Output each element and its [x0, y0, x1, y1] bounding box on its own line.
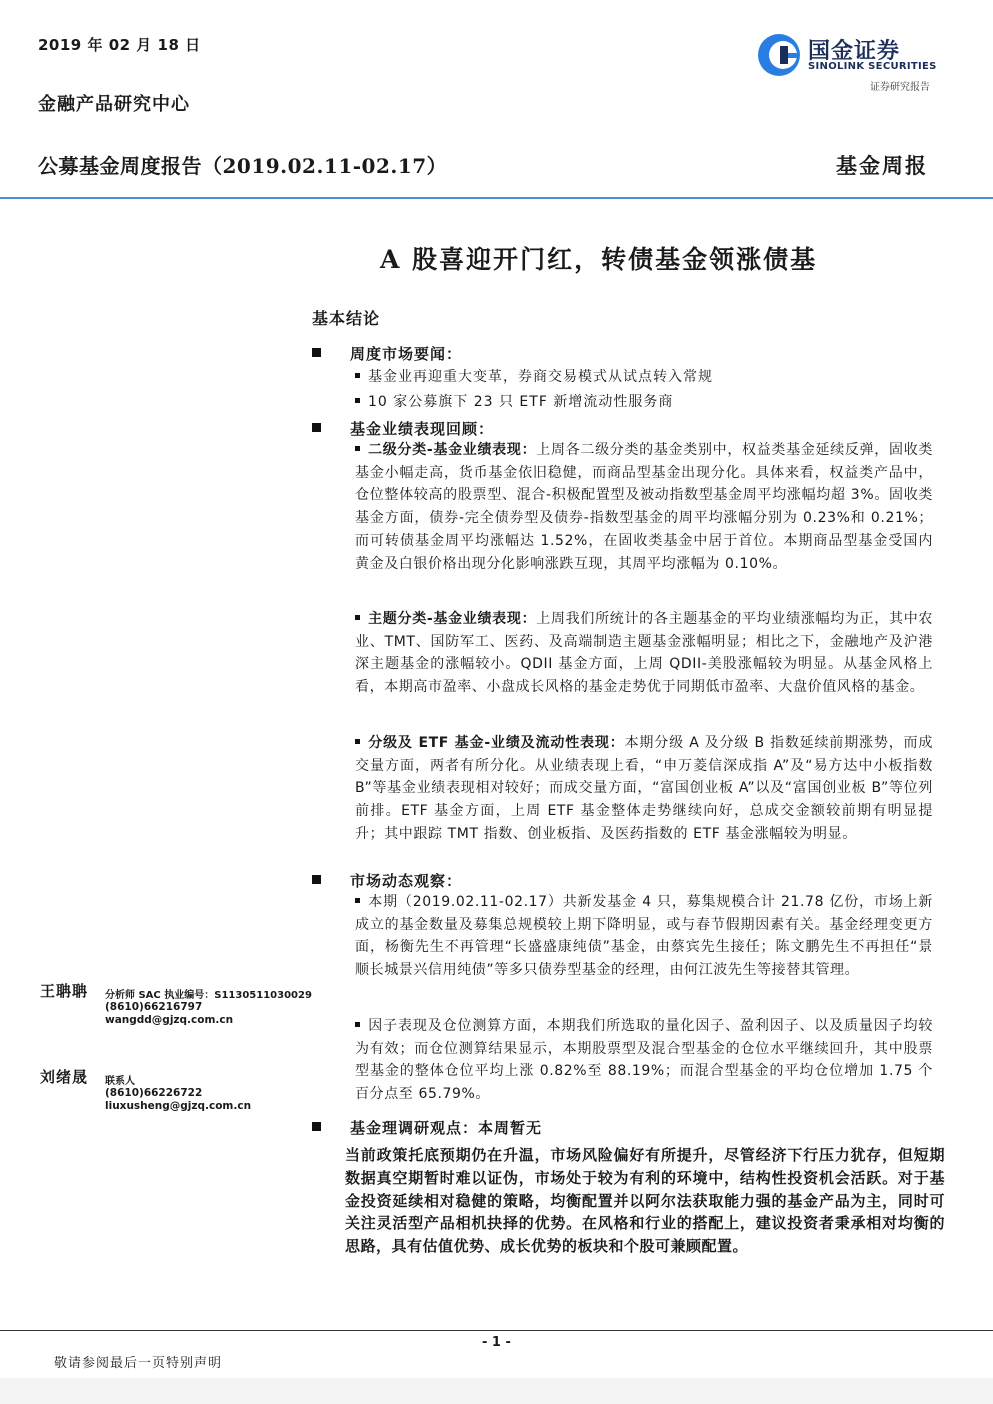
- performance-title: 基金业绩表现回顾：: [350, 420, 495, 438]
- page-number: - 1 -: [482, 1335, 511, 1350]
- bullet-icon: [355, 898, 360, 903]
- bullet-icon: [355, 739, 360, 744]
- paragraph-text: 本期分级 A 及分级 B 指数延续前期涨势，而成交量方面，两者有所分化。从业绩表现上看，“申万菱信深成指 A”及“易方达中小板指数 B”等基金业绩表现相对较好；而成交量方面，“富国创业板 A”以及“富国创业板 B”等位列前排。ETF 基金方面，上周 ETF 基金整体走势继续向好，总成交金额较前期有明显提升；其中跟踪 TMT 指数、创业板指、及医药指数的 ETF 基金涨幅较为明显。: [355, 735, 933, 842]
- paragraph-text: 上周我们所统计的各主题基金的平均业绩涨幅均为正，其中农业、TMT、国防军工、医药、及高端制造主题基金涨幅明显；相比之下，金融地产及沪港深主题基金的涨幅较小。QDII 基金方面，上周 QDII-美股涨幅较为明显。从基金风格上看，本期高市盈率、小盘成长风格的基金走势优于同期低市盈率、大盘价值风格的基金。: [355, 611, 934, 696]
- paragraph-lead: 分级及 ETF 基金-业绩及流动性表现：: [368, 735, 625, 751]
- performance-paragraph-3: [355, 732, 933, 846]
- bullet-square-icon: [312, 1122, 321, 1131]
- list-item: [355, 366, 713, 386]
- logo-emblem-icon: [756, 32, 802, 78]
- logo-text-cn: 国金证券: [808, 39, 901, 64]
- report-date: 2019 年 02 月 18 日: [38, 36, 201, 54]
- bullet-icon: [355, 373, 360, 378]
- author-role: 分析师 SAC 执业编号：S1130511030029: [105, 990, 312, 1001]
- footer-divider: [0, 1330, 993, 1331]
- bullet-icon: [355, 398, 360, 403]
- conclusion-paragraph: 当前政策托底预期仍在升温，市场风险偏好有所提升，尽管经济下行压力犹存，但短期数据真空期暂时难以证伪，市场处于较为有利的环境中，结构性投资机会活跃。对于基金投资延续相对稳健的策略，均衡配置并以阿尔法获取能力强的基金产品为主，同时可关注灵活型产品相机抉择的优势。在风格和行业的搭配上，建议投资者秉承相对均衡的思路，具有估值优势、成长优势的板块和个股可兼顾配置。: [345, 1146, 945, 1256]
- performance-paragraph-1: [355, 439, 933, 575]
- paragraph-text: 本期（2019.02.11-02.17）共新发基金 4 只，募集规模合计 21.78 亿份，市场上新成立的基金数量及募集总规模较上期下降明显，或与春节假期因素有关。基金经理变更方面，杨衡先生不再管理“长盛盛康纯债”基金，由蔡宾先生接任；陈文鹏先生不再担任“景顺长城景兴信用纯债”等多只债券型基金的经理，由何江波先生等接替其管理。: [355, 894, 933, 979]
- bullet-square-icon: [312, 875, 321, 884]
- performance-paragraph-2: [355, 608, 933, 699]
- header-divider: [0, 197, 993, 199]
- author-phone: (8610)66226722: [105, 1087, 203, 1099]
- author-email[interactable]: liuxusheng@gjzq.com.cn: [105, 1100, 252, 1112]
- author-email[interactable]: wangdd@gjzq.com.cn: [105, 1014, 234, 1026]
- section-title: 基本结论: [312, 309, 381, 328]
- report-category-label: 证券研究报告: [870, 82, 930, 93]
- author-name: 刘绪晟: [40, 1068, 89, 1086]
- research-center-name: 金融产品研究中心: [38, 94, 190, 115]
- news-item-2: 10 家公募旗下 23 只 ETF 新增流动性服务商: [368, 394, 674, 410]
- paragraph-lead: 主题分类-基金业绩表现：: [368, 611, 537, 627]
- market-news-title: 周度市场要闻：: [350, 345, 463, 363]
- market-observation-title: 市场动态观察：: [350, 872, 463, 890]
- report-type: 基金周报: [836, 153, 928, 178]
- headline: A 股喜迎开门红，转债基金领涨债基: [380, 245, 818, 274]
- footer-disclaimer-note: 敬请参阅最后一页特别声明: [54, 1356, 223, 1371]
- news-item-1: 基金业再迎重大变革，券商交易模式从试点转入常规: [368, 369, 713, 385]
- bullet-icon: [355, 1022, 360, 1027]
- bullet-square-icon: [312, 423, 321, 432]
- paragraph-lead: 二级分类-基金业绩表现：: [368, 442, 537, 458]
- author-role: 联系人: [105, 1076, 135, 1087]
- author-name: 王聃聃: [40, 982, 89, 1000]
- bullet-icon: [355, 615, 360, 620]
- list-item: [355, 391, 673, 411]
- author-phone: (8610)66216797: [105, 1001, 203, 1013]
- bullet-square-icon: [312, 348, 321, 357]
- bottom-band: [0, 1378, 993, 1404]
- bullet-icon: [355, 446, 360, 451]
- logo-text-en: SINOLINK SECURITIES: [808, 61, 937, 72]
- manager-view-title: 基金理调研观点：本周暂无: [350, 1119, 543, 1137]
- market-observation-paragraph-2: [355, 1015, 933, 1106]
- report-title: 公募基金周度报告（2019.02.11-02.17）: [38, 154, 448, 178]
- paragraph-text: 上周各二级分类的基金类别中，权益类基金延续反弹，固收类基金小幅走高，货币基金依旧稳健，而商品型基金出现分化。具体来看，权益类产品中，仓位整体较高的股票型、混合-积极配置型及被动指数型基金周平均涨幅均超 3%。固收类基金方面，债券-完全债券型及债券-指数型基金的周平均涨幅分别为 0.23%和 0.21%；而可转债基金周平均涨幅达 1.52%，在固收类基金中居于首位。本期商品型基金受国内黄金及白银价格出现分化影响涨跌互现，其周平均涨幅为 0.10%。: [355, 442, 934, 572]
- paragraph-text: 因子表现及仓位测算方面，本期我们所选取的量化因子、盈利因子、以及质量因子均较为有效；而仓位测算结果显示，本期股票型及混合型基金的仓位水平继续回升，其中股票型基金的整体仓位平均上涨 0.82%至 88.19%；而混合型基金的平均仓位增加 1.75 个百分点至 65.79%。: [355, 1018, 933, 1103]
- market-observation-paragraph-1: [355, 891, 933, 982]
